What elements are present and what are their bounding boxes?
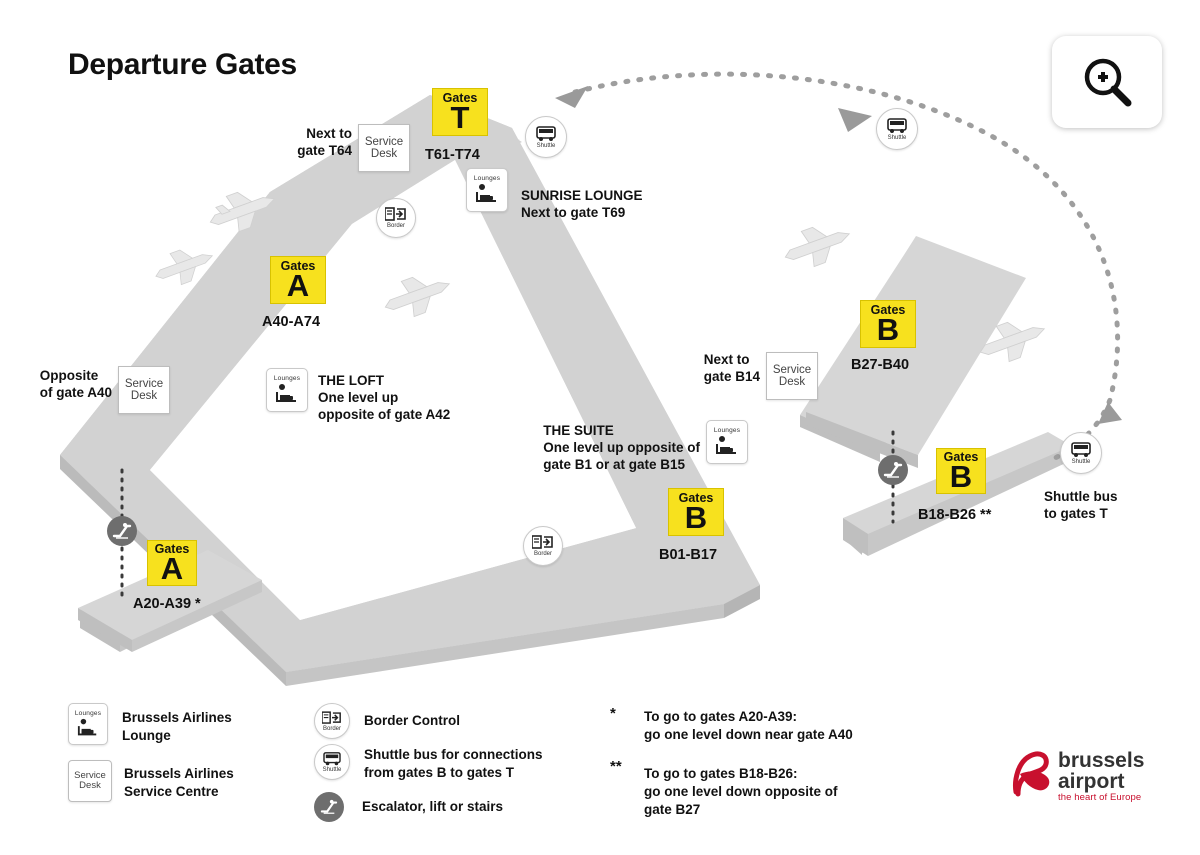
gate-badge-letter: B — [876, 312, 900, 348]
shuttle-bus-icon — [886, 117, 908, 135]
brand-mark-icon — [1008, 750, 1052, 798]
gate-badge-caption: Gates — [154, 541, 190, 556]
lounge-icon-box-suite[interactable] — [706, 420, 748, 464]
shuttle-icon-t-pier[interactable] — [525, 116, 567, 158]
escalator-icon-a[interactable] — [107, 516, 137, 546]
gate-badge-letter: T — [450, 100, 470, 136]
legend-border-control — [314, 703, 460, 739]
service-desk-line2: Desk — [130, 390, 158, 402]
escalator-icon-box — [314, 792, 344, 822]
gate-range-b-upper: B27-B40 — [851, 357, 910, 373]
lounge-icon — [474, 182, 500, 206]
service-desk-line1: Service — [124, 377, 164, 390]
service-desk-b14[interactable] — [766, 352, 818, 400]
gate-range-b-mid: B18-B26 ** — [918, 507, 992, 523]
gate-range-a-upper: A40-A74 — [262, 314, 321, 330]
label-opposite-a40: Opposite of gate A40 — [39, 368, 112, 400]
gate-badge-a-lower[interactable] — [147, 540, 197, 586]
shuttle-icon-route[interactable] — [876, 108, 918, 150]
border-control-icon-bottom[interactable] — [523, 526, 563, 566]
gate-badge-letter: A — [160, 551, 184, 587]
brand-tagline: the heart of Europe — [1058, 792, 1142, 803]
note-marker-double: ** — [610, 758, 622, 775]
gate-badge-b-lower[interactable] — [668, 488, 724, 536]
brand-name-line2: airport — [1058, 770, 1125, 793]
legend-lounge — [68, 703, 232, 745]
label-the-loft: THE LOFT One level up opposite of gate A42 — [318, 373, 451, 422]
border-control-icon — [385, 207, 407, 223]
lounge-caption: Lounges — [74, 709, 102, 717]
zoom-in-icon — [1078, 53, 1136, 111]
service-desk-line1: Service — [364, 135, 404, 148]
escalator-icon-b[interactable] — [878, 455, 908, 485]
lounge-icon-box — [68, 703, 108, 745]
gate-badge-a-upper[interactable] — [270, 256, 326, 304]
escalator-icon — [320, 799, 338, 815]
escalator-icon — [883, 461, 903, 479]
legend-escalator — [314, 792, 503, 822]
legend-service-centre — [68, 760, 234, 802]
shuttle-bus-icon — [535, 125, 557, 143]
gate-range-b-lower: B01-B17 — [659, 547, 718, 563]
lounge-icon — [714, 434, 740, 458]
brand-name-line1: brussels — [1058, 749, 1145, 772]
border-caption: Border — [322, 725, 341, 732]
lounge-caption: Lounges — [273, 374, 301, 382]
service-desk-line1: Service — [74, 770, 106, 782]
lounge-caption: Lounges — [473, 174, 501, 182]
gate-range-t: T61-T74 — [425, 147, 480, 163]
gate-badge-t[interactable] — [432, 88, 488, 136]
legend-lounge-text: Brussels Airlines Lounge — [122, 710, 232, 743]
label-next-to-t64: Next to gate T64 — [297, 126, 352, 158]
lounge-icon — [274, 382, 300, 406]
border-caption: Border — [386, 223, 405, 229]
note-single-star: To go to gates A20-A39: go one level down near gate A40 — [644, 709, 853, 743]
legend-service-centre-text: Brussels Airlines Service Centre — [124, 766, 234, 799]
shuttle-caption: Shuttle — [887, 135, 907, 141]
lounge-icon — [76, 717, 100, 739]
gate-range-a-lower: A20-A39 * — [133, 596, 201, 612]
legend-escalator-text: Escalator, lift or stairs — [362, 799, 504, 814]
gate-badge-letter: B — [684, 500, 708, 536]
page-title: Departure Gates — [68, 48, 297, 81]
service-desk-a40[interactable] — [118, 366, 170, 414]
gate-badge-letter: B — [949, 459, 973, 495]
label-shuttle-bus-to-gates-t: Shuttle bus to gates T — [1044, 489, 1118, 521]
gate-badge-caption: Gates — [280, 258, 316, 273]
shuttle-bus-icon — [1070, 441, 1092, 459]
legend-border-control-text: Border Control — [364, 713, 460, 728]
escalator-icon — [112, 522, 132, 540]
service-desk-icon — [68, 760, 112, 802]
service-desk-line2: Desk — [79, 780, 101, 791]
shuttle-caption: Shuttle — [322, 767, 342, 773]
shuttle-icon-b-pier[interactable] — [1060, 432, 1102, 474]
label-sunrise-lounge: SUNRISE LOUNGE Next to gate T69 — [521, 188, 643, 220]
gate-badge-caption: Gates — [870, 302, 906, 317]
lounge-caption: Lounges — [713, 426, 741, 434]
zoom-in-button[interactable] — [1052, 36, 1162, 128]
shuttle-caption: Shuttle — [536, 143, 556, 149]
service-desk-t64[interactable] — [358, 124, 410, 172]
gate-badge-caption: Gates — [678, 490, 714, 505]
gate-badge-b-mid[interactable] — [936, 448, 986, 494]
gate-badge-b-upper[interactable] — [860, 300, 916, 348]
legend-shuttle-bus — [314, 744, 543, 781]
service-desk-line2: Desk — [778, 376, 806, 388]
border-control-icon — [532, 535, 554, 551]
note-marker-single: * — [610, 705, 616, 722]
service-desk-line2: Desk — [370, 148, 398, 160]
lounge-icon-box-loft[interactable] — [266, 368, 308, 412]
note-double-star: To go to gates B18-B26: go one level down opposite of gate B27 — [644, 766, 838, 818]
legend-shuttle-bus-text: Shuttle bus for connections from gates B to gates T — [364, 747, 543, 780]
shuttle-bus-icon-box — [314, 744, 350, 780]
border-control-icon-box — [314, 703, 350, 739]
shuttle-caption: Shuttle — [1071, 459, 1091, 465]
shuttle-bus-icon — [322, 751, 342, 767]
brussels-airport-logo — [1008, 748, 1168, 804]
label-next-to-b14: Next to gate B14 — [703, 352, 760, 384]
label-the-suite: THE SUITE One level up opposite of gate B1 or at gate B15 — [543, 423, 700, 472]
gate-badge-caption: Gates — [442, 90, 478, 105]
lounge-icon-box-sunrise[interactable] — [466, 168, 508, 212]
border-control-icon-top[interactable] — [376, 198, 416, 238]
border-caption: Border — [533, 551, 552, 557]
service-desk-line1: Service — [772, 363, 812, 376]
border-control-icon — [322, 711, 342, 726]
gate-badge-caption: Gates — [943, 449, 979, 464]
gate-badge-letter: A — [286, 268, 310, 304]
